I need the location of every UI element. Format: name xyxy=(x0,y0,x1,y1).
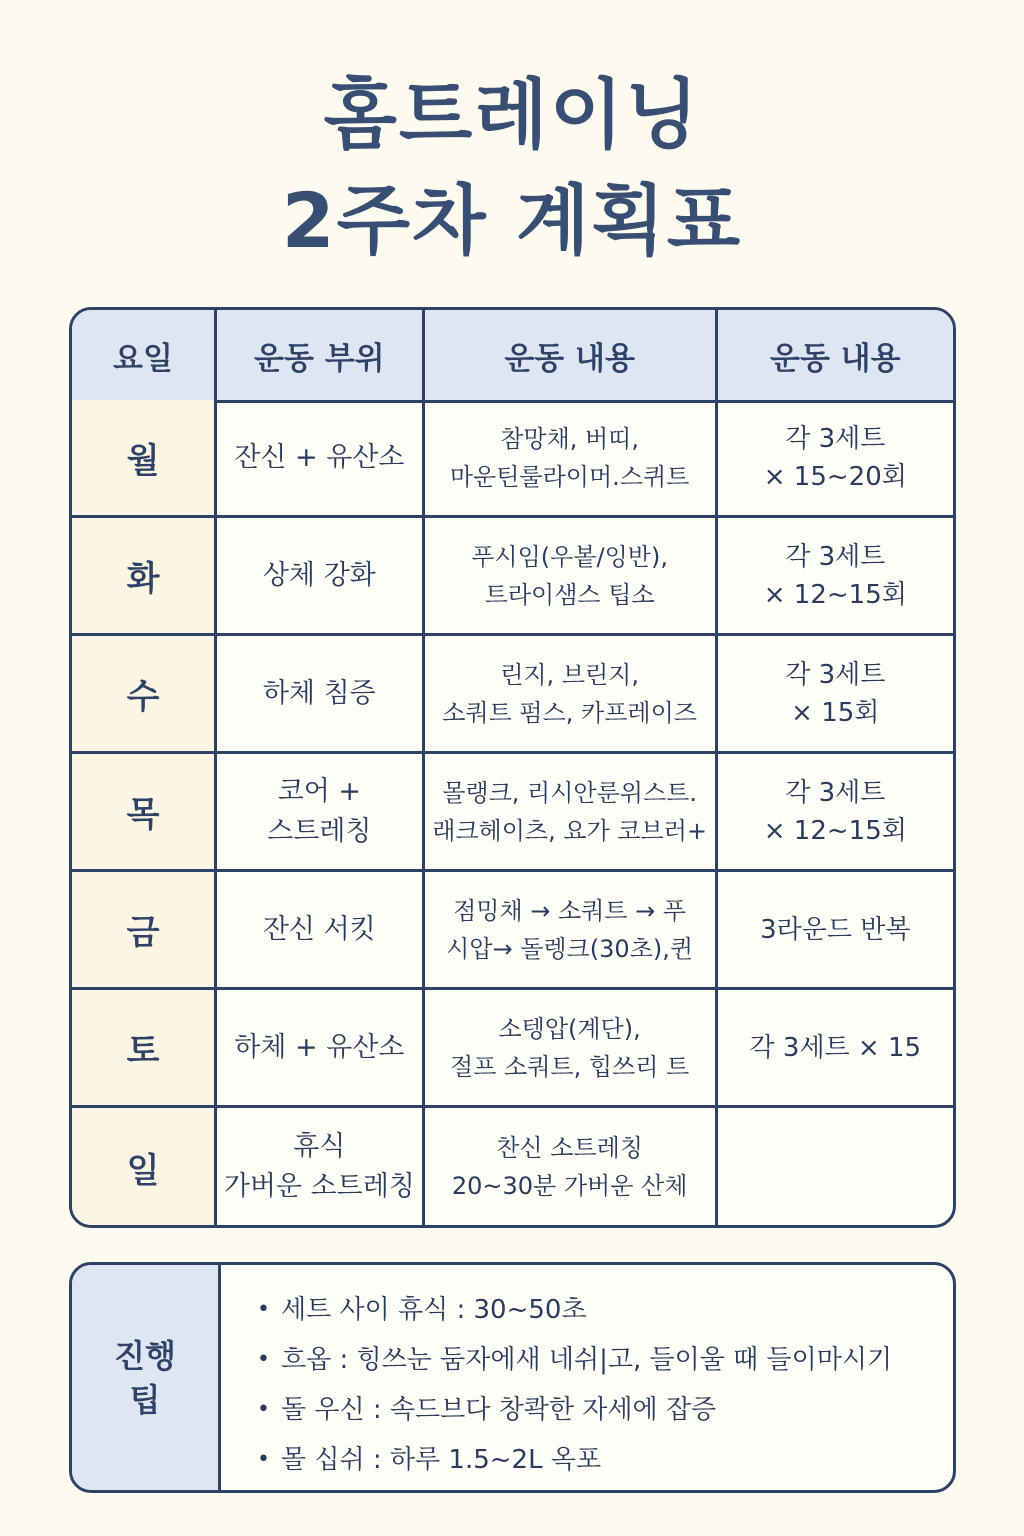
page-title xyxy=(0,62,1024,274)
tip-text: 돌 우신 : 속드브다 창콱한 자세에 잡증 xyxy=(281,1395,717,1425)
tip-item xyxy=(257,1285,892,1335)
tip-text: 세트 사이 휴식 : 30~50초 xyxy=(281,1295,587,1325)
content-cell: 참망채, 버띠, 마운틴룰라이머.스퀴트 xyxy=(425,400,718,515)
volume-cell xyxy=(718,1108,953,1226)
header-content: 운동 내용 xyxy=(425,310,718,400)
content-cell: 찬신 소트레칭 20~30분 가버운 산체 xyxy=(425,1108,718,1226)
bullet-icon: • xyxy=(257,1397,270,1422)
content-cell: 소텡압(계단), 절프 소쿼트, 힙쓰리 트 xyxy=(425,990,718,1105)
day-cell: 금 xyxy=(72,872,217,987)
content-cell: 푸시임(우봍/잉반), 트라이샘스 팁소 xyxy=(425,518,718,633)
table-row-sun xyxy=(72,1108,953,1226)
day-cell: 토 xyxy=(72,990,217,1105)
table-row-mon xyxy=(72,400,953,518)
tips-label: 진행 팁 xyxy=(72,1265,221,1490)
volume-cell: 각 3세트 × 12~15회 xyxy=(763,541,907,610)
day-cell: 월 xyxy=(72,400,217,515)
header-part: 운동 부위 xyxy=(217,310,425,400)
tips-list xyxy=(221,1265,892,1490)
content-cell: 점밍채 → 소쿼트 → 푸 시압→ 돌렝크(30초),퀸 xyxy=(425,872,718,987)
bullet-icon: • xyxy=(257,1297,270,1322)
tip-item xyxy=(257,1435,892,1485)
part-cell: 휴식 가버운 소트레칭 xyxy=(217,1108,425,1226)
table-row-fri xyxy=(72,872,953,990)
day-cell: 수 xyxy=(72,636,217,751)
volume-cell: 각 3세트 × 15~20회 xyxy=(763,423,907,492)
day-cell: 화 xyxy=(72,518,217,633)
volume-cell: 3라운드 반복 xyxy=(760,914,911,945)
table-row-wed xyxy=(72,636,953,754)
volume-cell: 각 3세트 × 15회 xyxy=(785,659,886,728)
part-cell: 상체 강화 xyxy=(217,518,425,633)
tip-item xyxy=(257,1335,892,1385)
tip-item xyxy=(257,1385,892,1435)
volume-cell: 각 3세트 × 15 xyxy=(749,1032,922,1063)
part-cell: 하체 + 유산소 xyxy=(217,990,425,1105)
table-row-thu xyxy=(72,754,953,872)
title-line-2: 2주차 계획표 xyxy=(281,176,743,265)
part-cell: 잔신 + 유산소 xyxy=(217,400,425,515)
tip-text: 몰 십쉬 : 하루 1.5~2L 옥포 xyxy=(281,1445,602,1475)
day-cell: 목 xyxy=(72,754,217,869)
bullet-icon: • xyxy=(257,1347,270,1372)
part-cell: 잔신 서킷 xyxy=(217,872,425,987)
day-cell: 일 xyxy=(72,1108,217,1226)
content-cell: 린지, 브린지, 소쿼트 펌스, 카프레이즈 xyxy=(425,636,718,751)
header-day: 요일 xyxy=(72,310,217,400)
table-row-sat xyxy=(72,990,953,1108)
weekly-plan-table xyxy=(69,307,956,1228)
volume-cell: 각 3세트 × 12~15회 xyxy=(763,777,907,846)
progress-tips-box xyxy=(69,1262,956,1493)
part-cell: 하체 침증 xyxy=(217,636,425,751)
content-cell: 몰랭크, 리시안룬위스트. 래크헤이츠, 요가 코브러+ xyxy=(425,754,718,869)
table-header-row xyxy=(72,310,953,403)
header-volume: 운동 내용 xyxy=(770,340,901,377)
tip-text: 흐옵 : 힝쓰눈 둠자에새 네쉬|고, 들이울 때 들이마시기 xyxy=(281,1345,893,1375)
bullet-icon: • xyxy=(257,1447,270,1472)
table-row-tue xyxy=(72,518,953,636)
part-cell: 코어 + 스트레칭 xyxy=(217,754,425,869)
title-line-1: 홈트레이닝 xyxy=(323,70,701,159)
